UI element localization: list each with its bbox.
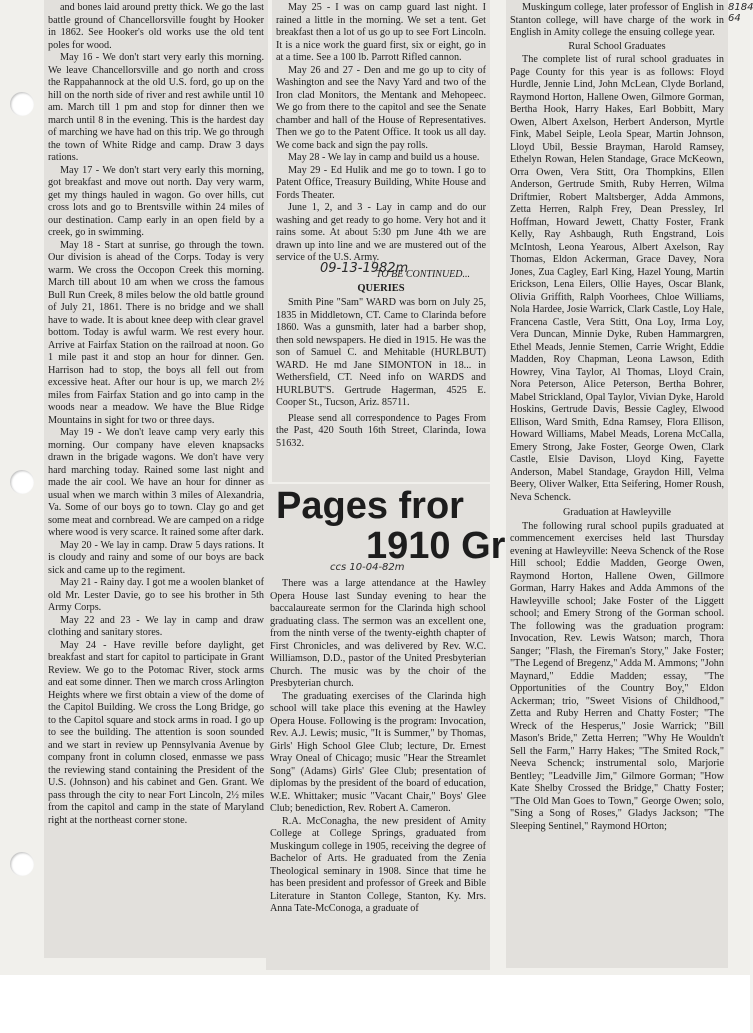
graduates-list: The complete list of rural school graduates in Page County for this year is as follows: Floyd Hurdle, Jennie Lind, John McLean, Clyde Borland, Raymond Horton, Hallene Owen, Gilmore Gorman, Bertha Hook, Harry Hakes, Earl Bobbitt, Mary Owen, Albert Axelson, Herbert Anderson, Myrtle Fink, Mabel Seiple, Leola Spear, Martin Johnson, Lloyd Ubil, Bessie Brayman, Harold Ramsey, Ethelyn Rowan, Helen Standage, Grace McKeown, Orra Owen, Vera Stitt, Ora Thompkins, Ellen Anderson, Gertrude Smith, Ruby Herren, Wilma Driftmier, Robert Maltsberger, Adda Ammons, Zetta Herren, Ralph Frey, Dean Pressley, Irl Hoffman, Howard Jewett, Chatty Foster, Frank Kelly, Ray Ashbaugh, Ruth Engstrand, Lois McIntosh, Leona Yearous, Albert Axelson, Ray Thomas, Eldon Ackerman, Grace Davey, Nora Jones, Zua Cagley, Earl King, Hazel Young, Martin Erickson, Lena Eilers, Ollie Hayes, Oscar Blank, Olivia Griffith, Ralph Voorhees, Chloe Williams, Nola Hardee, Josie Warrick, Clark Castle, Loy Hale, Francena Castle, Vera Stitt, Ona Loy, Irma Loy, Vera Duncan, Minnie Dyke, Ruben Hammargren, Ethel Meads, Jennie Stemen, Carrie Wright, Eddie Madden, Roy Chapman, Leona Lawson, Edith Howrey, Vina Taylor, Al Thomas, Lloyd Crain, Nora Peterson, Alice Peterson, Bertha Bohrer, Mabel Strickland, Opal Taylor, Vivian Dyke, Harold Hoskins, Gertrude Davis, Bessie Cagley, Elwood Ellison, Ward Smith, Edna Ramsey, Flora Ellison, Howard Williams, Mabel Meads, Lorena McCalla, Emery Strong, Jake Foster, George Owen, Clark Castle, Elsie Davison, Lloyd King, Fayette Anderson, Mabel Standage, Graydon Hill, Velma Beery, Oliver Walker, Etta Seifering, Homer Roush, Neva Schenck. — [510, 54, 724, 503]
paragraph: May 25 - I was on camp guard last night. I rained a little in the morning. We set a tent. Get breakfast then a lot of us go up to see Fort Lincoln. It is a nice work the guard first, six or eight, go in at a time. See a 100 lb. Parrott Rifled cannon. — [276, 2, 486, 63]
paragraph: May 29 - Ed Hulik and me go to town. I go to Patent Office, Treasury Building, White House and Fords Theater. — [276, 164, 486, 201]
headline-pages-from: Pages fror — [276, 485, 464, 527]
clipping-column-3 — [506, 0, 728, 968]
paragraph: May 20 - We lay in camp. Draw 5 days rations. It is cloudy and rainy and some of our boys are back sick and came up to the regiment. — [48, 539, 264, 576]
rural-graduates-heading: Rural School Graduates — [568, 40, 666, 52]
hawleyville-text: The following rural school pupils graduated at commencement exercises held last Thursday evening at Hawleyville: Neeva Schenck of the Rose Hill school; Eddie Madden, George Owen, Raymond Horton, Hallene Owen, Gillmore Gorman, Harry Hakes and Adda Ammons of the Hawleyville school; Jake Foster of the Liggett school; and Emery Strong of the Gorman school. The following was the graduation program: Invocation, Rev. Lewis Watson; march, Thora Sanger; "Flash, the Fireman's Story," Jake Foster; "The Legend of Bregenz," Adda M. Ammons; "John Maynard," Eddie Madden; essay, "The Opportunities of the Country Boy," Eldon Ackerman; trio, "Sweet Visions of Childhood," Zetta and Ruby Herren and Chatty Foster; "The Wreck of the Hesperus," Josie Warrick; "Bill Mason's Bride," Zetta Herren; "Why He Wouldn't Sell the Farm," Harry Hakes; "The Smited Rock," Neeva Schenck; instrumental solo, Marjorie Bentley; "Leadville Jim," Gilmore Gorman; "How Kate Shelby Crossed the Bridge," Chatty Foster; "The Old Man Goes to Town," George Owen; solo, "Sing a Song of Roses," Gladys Jackson; "The Sleeping Sentinel," Raymond HOrton; — [510, 520, 724, 832]
correspondence-note: Please send all correspondence to Pages From the Past, 420 South 16th Street, Clarinda, Iowa 51632. — [276, 412, 486, 449]
paragraph: There was a large attendance at the Hawley Opera House last Sunday evening to hear the baccalaureate sermon for the Clarinda high school graduating class. The sermon was an excellent one, from the ninth verse of the twenty-eighth chapter of First Chronicles, and was delivered by Rev. W.C. Williamson, D.D., pastor of the United Presbyterian Church. The music was by the choir of the Presbyterian church. — [270, 578, 486, 689]
paragraph: R.A. McConagha, the new president of Amity College at College Springs, graduated from Muskingum college in 1905, receiving the degree of Bachelor of Arts. He graduated from the Zenia Theological seminary in 1908. Since that time he has been president and professor of Greek and Bible Literature in Stanton College, Stanton, Ky. Mrs. Anna Tate-McConoga, a graduate of — [270, 815, 486, 914]
binder-hole — [10, 852, 34, 876]
paragraph: May 22 and 23 - We lay in camp and draw clothing and sanitary stores. — [48, 614, 264, 638]
paragraph: and bones laid around pretty thick. We go the last battle ground of Chancellorsville fought by Hooker in 1862. See Hooker's old works use the old tent poles for wood. — [48, 2, 264, 51]
paragraph: May 24 - Have reville before daylight, get breakfast and start for capitol to participate in Grant Review. We go to the Potomac River, stock arms and eat some dinner. Then we march cross Arlington Heights where we first obtain a view of the dome of the Capitol Building. We cross the Long Bridge, go to the Capitol square and stock arms in road. I go up to see the building. The attention is soon sounded and we start in review up Pennsylvania Avenue by company front in column closed, enmasse we pass the reviewing stand containing the President of the U.S. (Johnson) and his cabinet and Gen. Grant. We pass through the city to near Fort Lincoln, 2½ miles from the capitol and camp in the state of Maryland right at the northeast corner stone. — [48, 639, 264, 826]
paragraph: May 16 - We don't start very early this morning. We leave Chancellorsville and go north and cross the Rappahannock at the old U.S. ford, go up on the hill on the north side of river and rest awhile until 10 am. March till 1 pm and stop for dinner then we march until 8 in the evening. This is the hardest day of marching we have had on this trip. We go through the town of White Ridge and camp. Draw 3 days rations. — [48, 52, 264, 163]
queries-text: Smith Pine "Sam" WARD was born on July 25, 1835 in Middletown, CT. Came to Clarinda before 1860. Was a gunsmith, later had a barber shop, then sold newspapers. He died in 1915. He was the son of Samuel C. and Mehitable (HURLBUT) WARD. He md Jane SIMONTON in 18... in Wethersfield, CT. Need info on WARDS and HURLBUT'S. Gertrude Hagerman, 4525 E. Cooper St., Tucson, Ariz. 85711. — [276, 297, 486, 408]
paragraph: May 18 - Start at sunrise, go through the town. Our division is ahead of the Corps. Today is very warm. We cross the Occopon Creek this morning. March till about 10 am when we cross the famous Bull Run Creek, 8 miles below the old battle ground of July 21, 1861. There is no bridge and we shall have to wade. It is about knee deep with clear gravel bottom. Today is awful warm. We rest every hour. Arrive at Fairfax Station on the railroad at noon. Go 1 mile past it and stop an hour for dinner. Gen. Harrison had to stop, the boys all fell out from excessive heat. After our hour is up, we march 2½ miles from Fairfax Station and go into camp in the woods near a meadow. We have the Blue Ridge Mountains in sight for two or three days. — [48, 239, 264, 426]
paragraph: May 28 - We lay in camp and build us a house. — [288, 152, 480, 163]
hawleyville-heading: Graduation at Hawleyville — [562, 507, 672, 518]
paragraph: May 19 - We don't leave camp very early this morning. Our company have eleven knapsacks drawn in the brigade wagons. We don't have very hard marching today. Rained some last night and made the air cool. We have an hour for dinner as usual when we march within 3 miles of Alexandria, Va. Some of our boys go to town. Clay go and get some meat and cornbread. We are camped on a ridge where wood is very scarce. It rained some after dark. — [48, 427, 264, 538]
page-number-annotation: 8184 64 — [728, 2, 753, 24]
clipping-column-2-top — [272, 0, 490, 482]
paragraph: June 1, 2, and 3 - Lay in camp and do our washing and get ready to go home. Very hot and it rains some. At about 5:30 pm June 4th we are drawn up into line and we are mustered out of the service of the U.S. Army. — [276, 202, 486, 263]
handwritten-date: 09-13-1982m — [320, 260, 409, 276]
headline-1910: 1910 Gr — [366, 525, 506, 567]
page-margin — [0, 975, 750, 1033]
to-be-continued: TO BE CONTINUED... — [376, 268, 470, 280]
clipping-column-2-bottom — [266, 484, 506, 970]
binder-hole — [10, 470, 34, 494]
queries-heading: QUERIES — [357, 282, 405, 294]
paragraph: May 17 - We don't start very early this morning, got breakfast and move out north. Day very warm, get my things hauled in wagon. Go over hills, cut cross lots and go to Brentsville within 24 miles of our destination. Camp early in an open field by a creek, go in swimming. — [48, 164, 264, 238]
paragraph: May 26 and 27 - Den and me go up to city of Washington and see the Navy Yard and two of the Iron clad Monitors, the Mentank and Mehopeec. We go from there to the capitol and see the Senate chamber and hall of the House of Representatives. Then we go to the Patent Office. It took us all day. We come back and sign the pay rolls. — [276, 64, 486, 151]
handwritten-date: ccs 10-04-82m — [330, 562, 405, 573]
paragraph: May 21 - Rainy day. I got me a woolen blanket of old Mr. Lester Davie, go to see his brother in 5th Army Corps. — [48, 577, 264, 613]
clipping-column-1 — [44, 0, 268, 958]
binder-hole — [10, 92, 34, 116]
paragraph: Muskingum college, later professor of English in Stanton college, will have charge of the work in English in Amity college the ensuing college year. — [510, 2, 724, 38]
paragraph: The graduating exercises of the Clarinda high school will take place this evening at the Hawley Opera House. Following is the program: Invocation, Rev. A.J. Lewis; music, "It is Summer," by Thomas, Girls' High School Glee Club; lecture, Dr. Ernest Wray Oneal of Chicago; music "Hear the Streamlet Song" (Adams) Girls' Glee Club; presentation of diplomas by the president of the board of education, W.E. Whittaker; music "Vacant Chair," Boys' Glee Club; benediction, Rev. Robert A. Cameron. — [270, 690, 486, 814]
